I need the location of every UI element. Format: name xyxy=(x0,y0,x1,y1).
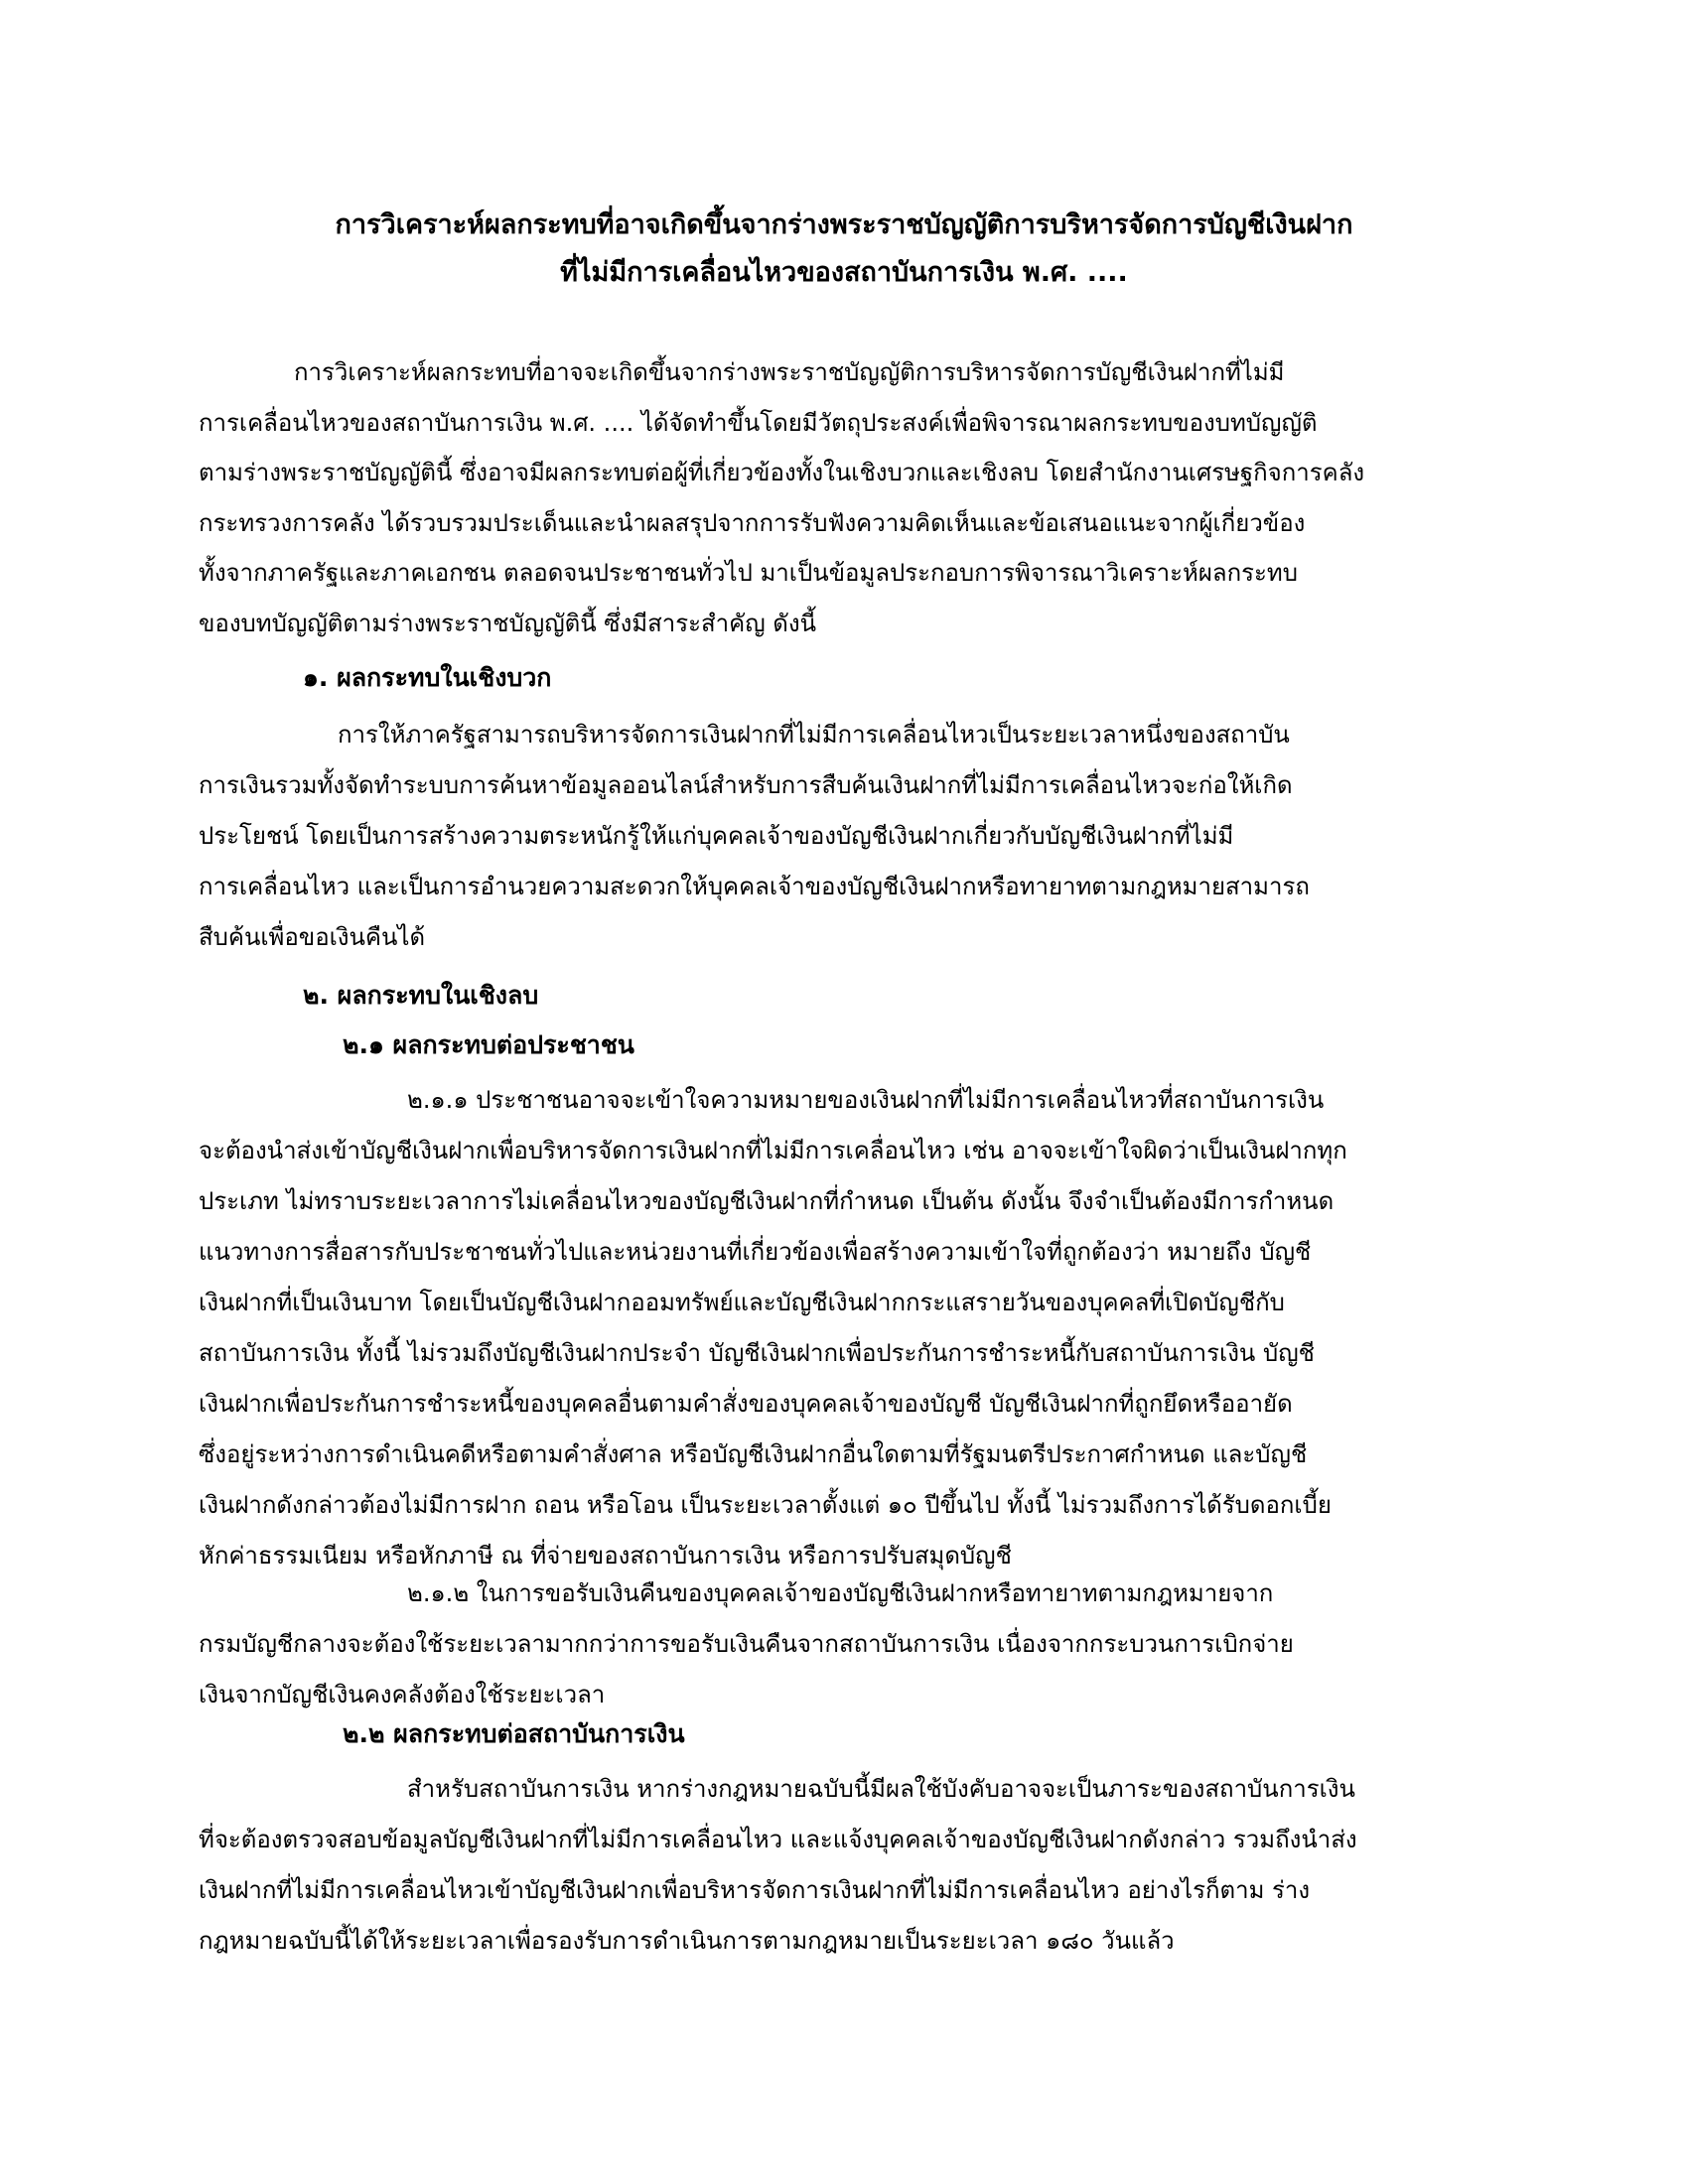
paragraph-line: การเงินรวมทั้งจัดทำระบบการค้นหาข้อมูลออนไลน์สำหรับการสืบค้นเงินฝากที่ไม่มีการเคลื่อนไหวจะก่อให้เกิด xyxy=(199,771,1293,799)
paragraph-line: เงินจากบัญชีเงินคงคลังต้องใช้ระยะเวลา xyxy=(199,1681,606,1708)
section-2-2-heading: ๒.๒ ผลกระทบต่อสถาบันการเงิน xyxy=(343,1719,685,1748)
section-2-1-2-paragraph xyxy=(199,1569,1509,1720)
paragraph-line: สืบค้นเพื่อขอเงินคืนได้ xyxy=(199,923,426,951)
title-line-2: ที่ไม่มีการเคลื่อนไหวของสถาบันการเงิน พ.ศ. .... xyxy=(560,257,1128,288)
intro-line: กระทรวงการคลัง ได้รวบรวมประเด็นและนำผลสรุปจากการรับฟังความคิดเห็นและข้อเสนอแนะจากผู้เกี่ยวข้อง xyxy=(199,508,1306,537)
paragraph-line: แนวทางการสื่อสารกับประชาชนทั่วไปและหน่วยงานที่เกี่ยวข้องเพื่อสร้างความเข้าใจที่ถูกต้องว่า หมายถึง บัญชี xyxy=(199,1238,1312,1266)
paragraph-line: ประโยชน์ โดยเป็นการสร้างความตระหนักรู้ให้แก่บุคคลเจ้าของบัญชีเงินฝากเกี่ยวกับบัญชีเงินฝากที่ไม่มี xyxy=(199,822,1234,850)
intro-line: การวิเคราะห์ผลกระทบที่อาจจะเกิดขึ้นจากร่างพระราชบัญญัติการบริหารจัดการบัญชีเงินฝากที่ไม่มี xyxy=(294,358,1285,386)
section-2-heading: ๒. ผลกระทบในเชิงลบ xyxy=(303,981,539,1010)
paragraph-line: กรมบัญชีกลางจะต้องใช้ระยะเวลามากกว่าการขอรับเงินคืนจากสถาบันการเงิน เนื่องจากกระบวนการเบิกจ่าย xyxy=(199,1630,1294,1658)
paragraph-line: สถาบันการเงิน ทั้งนี้ ไม่รวมถึงบัญชีเงินฝากประจำ บัญชีเงินฝากเพื่อประกันการชำระหนี้กับสถาบันการเงิน บัญชี xyxy=(199,1339,1315,1367)
intro-line: การเคลื่อนไหวของสถาบันการเงิน พ.ศ. .... ได้จัดทำขึ้นโดยมีวัตถุประสงค์เพื่อพิจารณาผลกระทบของบทบัญญัติ xyxy=(199,408,1318,437)
paragraph-line: เงินฝากเพื่อประกันการชำระหนี้ของบุคคลอื่นตามคำสั่งของบุคคลเจ้าของบัญชี บัญชีเงินฝากที่ถูกยึดหรืออายัด xyxy=(199,1390,1293,1418)
section-2-1-1-paragraph xyxy=(199,1075,1509,1581)
paragraph-line: สำหรับสถาบันการเงิน หากร่างกฎหมายฉบับนี้มีผลใช้บังคับอาจจะเป็นภาระของสถาบันการเงิน xyxy=(407,1775,1355,1803)
section-1-heading: ๑. ผลกระทบในเชิงบวก xyxy=(303,663,552,692)
paragraph-line: การให้ภาครัฐสามารถบริหารจัดการเงินฝากที่ไม่มีการเคลื่อนไหวเป็นระยะเวลาหนึ่งของสถาบัน xyxy=(338,721,1290,749)
paragraph-line: จะต้องนำส่งเข้าบัญชีเงินฝากเพื่อบริหารจัดการเงินฝากที่ไม่มีการเคลื่อนไหว เช่น อาจจะเข้าใจผิดว่าเป็นเงินฝากทุก xyxy=(199,1137,1347,1164)
intro-line: ตามร่างพระราชบัญญัตินี้ ซึ่งอาจมีผลกระทบต่อผู้ที่เกี่ยวข้องทั้งในเชิงบวกและเชิงลบ โดยสำนักงานเศรษฐกิจการคลัง xyxy=(199,459,1365,486)
paragraph-line: เงินฝากที่ไม่มีการเคลื่อนไหวเข้าบัญชีเงินฝากเพื่อบริหารจัดการเงินฝากที่ไม่มีการเคลื่อนไหว อย่างไรก็ตาม ร่าง xyxy=(199,1876,1311,1904)
paragraph-line: หักค่าธรรมเนียม หรือหักภาษี ณ ที่จ่ายของสถาบันการเงิน หรือการปรับสมุดบัญชี xyxy=(199,1542,1012,1570)
intro-paragraph xyxy=(199,347,1509,648)
paragraph-line: กฎหมายฉบับนี้ได้ให้ระยะเวลาเพื่อรองรับการดำเนินการตามกฎหมายเป็นระยะเวลา ๑๘๐ วันแล้ว xyxy=(199,1927,1175,1955)
section-1-paragraph xyxy=(199,710,1509,963)
intro-line: ของบทบัญญัติตามร่างพระราชบัญญัตินี้ ซึ่งมีสาระสำคัญ ดังนี้ xyxy=(199,609,816,637)
section-2-1-heading: ๒.๑ ผลกระทบต่อประชาชน xyxy=(343,1030,634,1059)
paragraph-line: ๒.๑.๒ ในการขอรับเงินคืนของบุคคลเจ้าของบัญชีเงินฝากหรือทายาทตามกฎหมายจาก xyxy=(407,1579,1274,1607)
paragraph-line: การเคลื่อนไหว และเป็นการอำนวยความสะดวกให้บุคคลเจ้าของบัญชีเงินฝากหรือทายาทตามกฎหมายสามารถ xyxy=(199,873,1310,900)
title-line-1: การวิเคราะห์ผลกระทบที่อาจเกิดขึ้นจากร่างพระราชบัญญัติการบริหารจัดการบัญชีเงินฝาก xyxy=(335,209,1353,240)
intro-line: ทั้งจากภาครัฐและภาคเอกชน ตลอดจนประชาชนทั่วไป มาเป็นข้อมูลประกอบการพิจารณาวิเคราะห์ผลกระทบ xyxy=(199,559,1298,587)
paragraph-line: ซึ่งอยู่ระหว่างการดำเนินคดีหรือตามคำสั่งศาล หรือบัญชีเงินฝากอื่นใดตามที่รัฐมนตรีประกาศกำหนด และบัญชี xyxy=(199,1440,1308,1468)
section-2-2-paragraph xyxy=(199,1764,1509,1967)
paragraph-line: เงินฝากดังกล่าวต้องไม่มีการฝาก ถอน หรือโอน เป็นระยะเวลาตั้งแต่ ๑๐ ปีขึ้นไป ทั้งนี้ ไม่รวมถึงการได้รับดอกเบี้ย xyxy=(199,1491,1332,1519)
paragraph-line: เงินฝากที่เป็นเงินบาท โดยเป็นบัญชีเงินฝากออมทรัพย์และบัญชีเงินฝากกระแสรายวันของบุคคลที่เปิดบัญชีกับ xyxy=(199,1289,1285,1316)
paragraph-line: ประเภท ไม่ทราบระยะเวลาการไม่เคลื่อนไหวของบัญชีเงินฝากที่กำหนด เป็นต้น ดังนั้น จึงจำเป็นต้องมีการกำหนด xyxy=(199,1187,1335,1215)
paragraph-line: ๒.๑.๑ ประชาชนอาจจะเข้าใจความหมายของเงินฝากที่ไม่มีการเคลื่อนไหวที่สถาบันการเงิน xyxy=(407,1086,1325,1114)
paragraph-line: ที่จะต้องตรวจสอบข้อมูลบัญชีเงินฝากที่ไม่มีการเคลื่อนไหว และแจ้งบุคคลเจ้าของบัญชีเงินฝากดังกล่าว รวมถึงนำส่ง xyxy=(199,1826,1357,1853)
